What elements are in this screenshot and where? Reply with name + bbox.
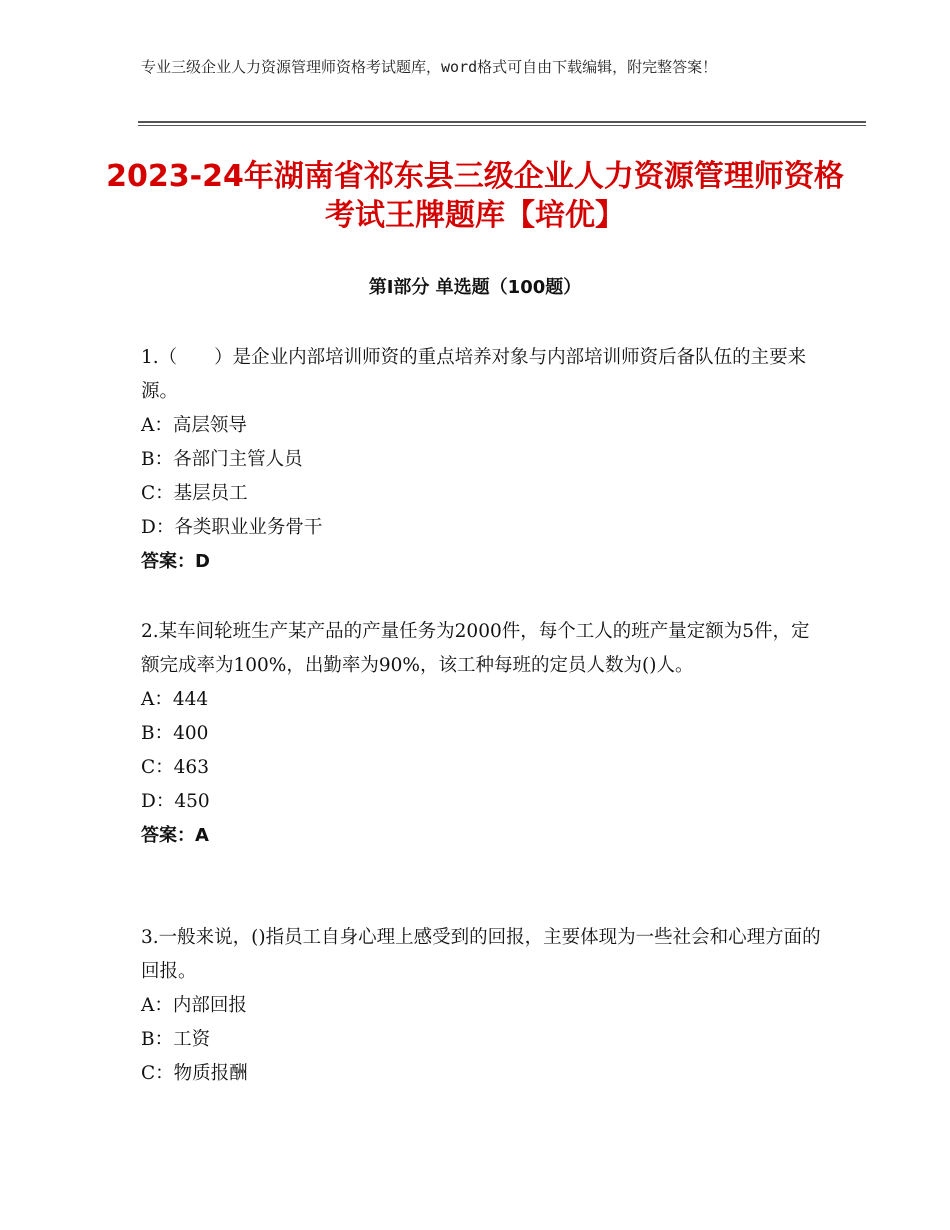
option-b: B：400 [141,723,209,744]
option-c: C：基层员工 [141,483,248,504]
option-a: A：444 [141,689,209,710]
option-c: C：物质报酬 [141,1063,248,1084]
question-1 [141,341,821,579]
option-a: A：高层领导 [141,415,247,436]
question-text: 3.一般来说，()指员工自身心理上感受到的回报，主要体现为一些社会和心理方面的回报。 [141,927,821,982]
question-text: 2.某车间轮班生产某产品的产量任务为2000件，每个工人的班产量定额为5件，定额完成率为100%，出勤率为90%，该工种每班的定员人数为()人。 [141,621,810,676]
option-b: B：各部门主管人员 [141,449,303,470]
document-title: 2023-24年湖南省祁东县三级企业人力资源管理师资格考试王牌题库【培优】 [106,159,844,233]
option-b: B：工资 [141,1029,211,1050]
header-note: 专业三级企业人力资源管理师资格考试题库，word格式可自由下载编辑，附完整答案！ [141,58,718,76]
question-2 [141,615,821,853]
question-3 [141,921,821,1091]
option-d: D：450 [141,791,210,812]
question-text: 1.（ ）是企业内部培训师资的重点培养对象与内部培训师资后备队伍的主要来源。 [141,347,807,402]
answer-label: 答案：A [141,825,209,846]
answer-label: 答案：D [141,551,210,572]
option-c: C：463 [141,757,209,778]
option-a: A：内部回报 [141,995,247,1016]
option-d: D：各类职业业务骨干 [141,517,323,538]
header-divider-thick [138,121,866,123]
section-heading: 第Ⅰ部分 单选题（100题） [368,277,582,298]
header-divider-thin [138,125,866,126]
